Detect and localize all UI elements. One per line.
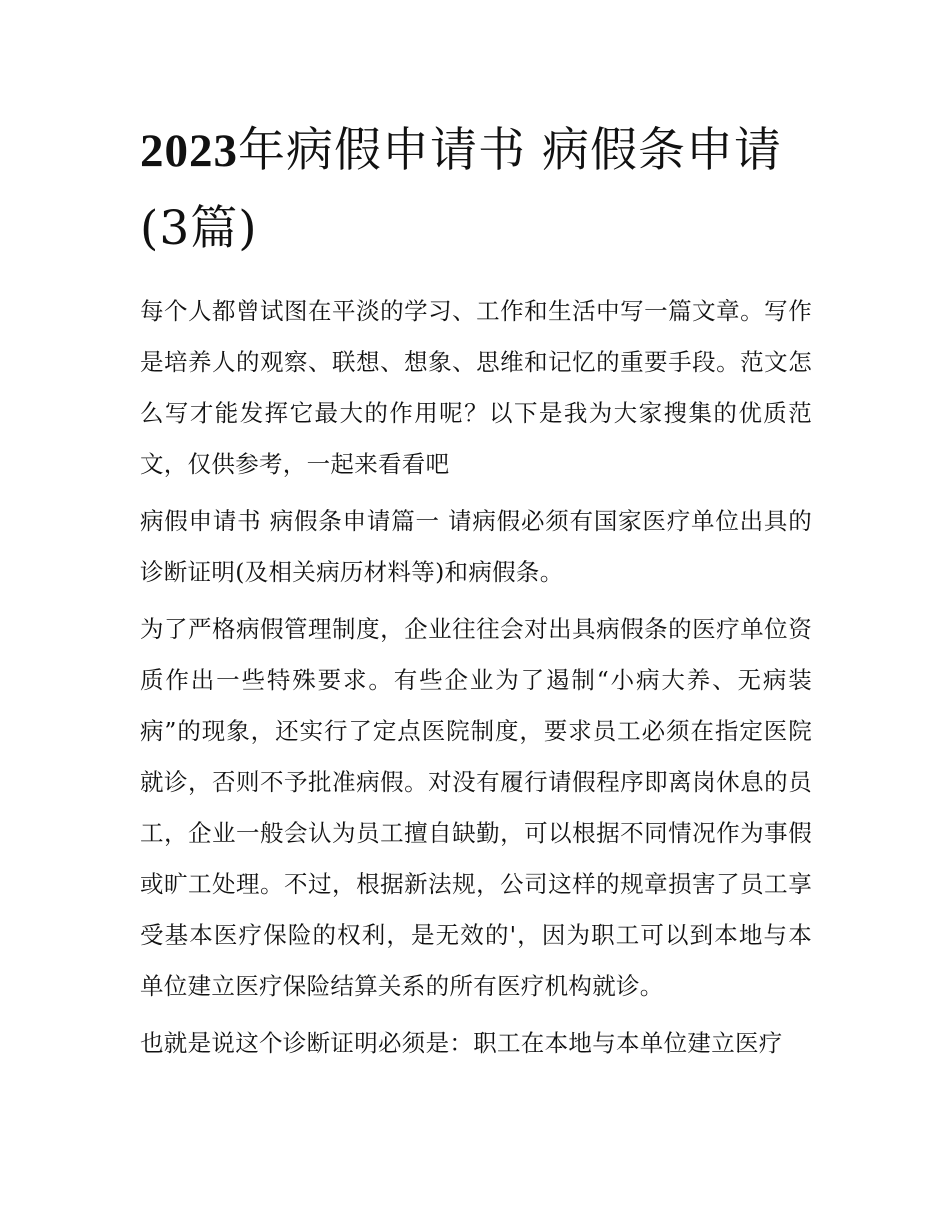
body-paragraph-3: 也就是说这个诊断证明必须是：职工在本地与本单位建立医疗 — [140, 1029, 783, 1057]
document-title — [140, 112, 812, 268]
title-text: 年病假申请书 病假条申请(3篇) — [140, 123, 782, 256]
document-page — [140, 112, 812, 1075]
body-paragraph-2: 为了严格病假管理制度，企业往往会对出具病假条的医疗单位资质作出一些特殊要求。有些企业为了遏制“小病大养、无病装病”的现象，还实行了定点医院制度，要求员工必须在指定医院就诊，否则不予批准病假。对没有履行请假程序即离岗休息的员工，企业一般会认为员工擅自缺勤，可以根据不同情况作为事假或旷工处理。不过，根据新法规，公司这样的规章损害了员工享受基本医疗保险的权利，是无效的'，因为职工可以到本地与本单位建立医疗保险结算关系的所有医疗机构就诊。 — [140, 615, 812, 1000]
title-year: 2023 — [140, 125, 238, 177]
intro-paragraph: 每个人都曾试图在平淡的学习、工作和生活中写一篇文章。写作是培养人的观察、联想、想象、思维和记忆的重要手段。范文怎么写才能发挥它最大的作用呢？以下是我为大家搜集的优质范文，仅供参考，一起来看看吧 — [140, 297, 812, 478]
body-paragraph-1: 病假申请书 病假条申请篇一 请病假必须有国家医疗单位出具的诊断证明(及相关病历材料等)和病假条。 — [140, 507, 812, 586]
